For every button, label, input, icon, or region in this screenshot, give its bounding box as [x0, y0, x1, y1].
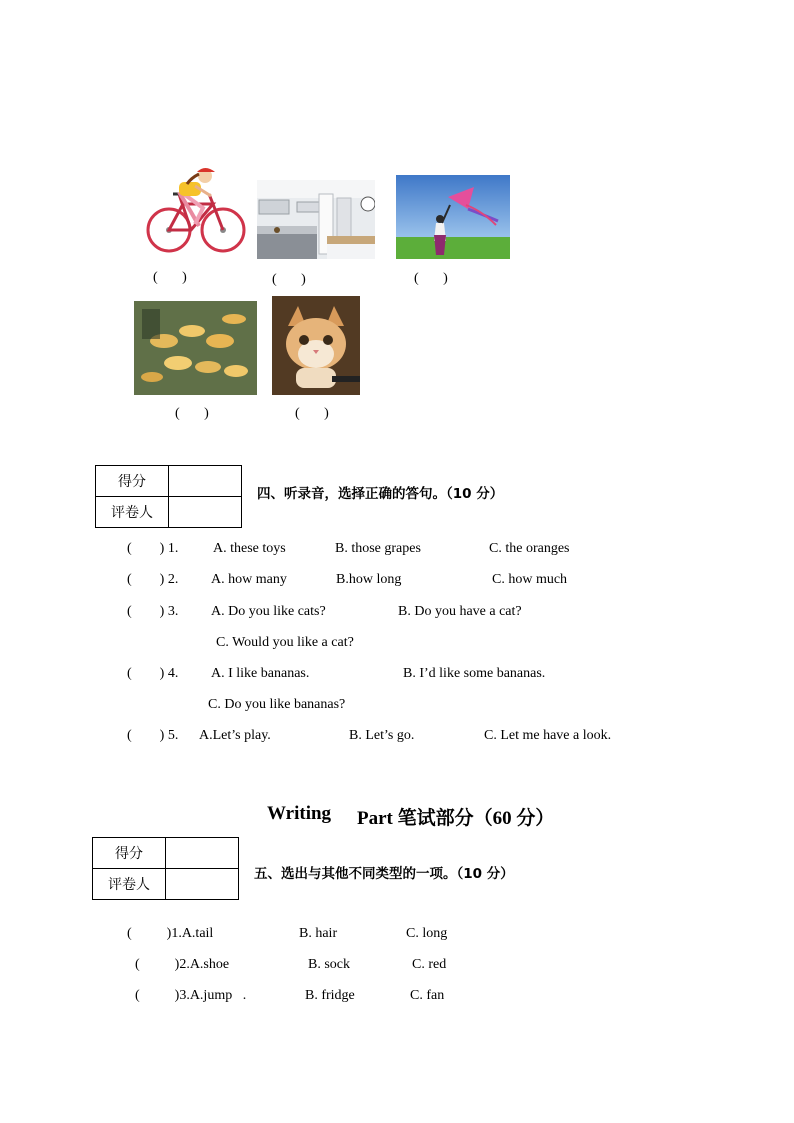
- section5-score-table: [92, 837, 239, 900]
- s5-q2-option-b: B. sock: [308, 957, 350, 972]
- kite-answer-blank[interactable]: ( ): [414, 271, 448, 286]
- grader-label: 评卷人: [96, 497, 169, 528]
- grader-label: 评卷人: [93, 869, 166, 900]
- s4-q3-option-b: B. Do you have a cat?: [398, 604, 522, 619]
- goldfish-answer-blank[interactable]: ( ): [175, 406, 209, 421]
- writing-title-word: Writing: [267, 803, 332, 824]
- score-field[interactable]: [166, 838, 239, 869]
- s4-q5-option-a: A.Let’s play.: [199, 728, 271, 743]
- s4-q3-option-c: C. Would you like a cat?: [216, 635, 354, 650]
- s5-q1-option-b: B. hair: [299, 926, 338, 941]
- s5-q3-option-c: C. fan: [410, 988, 445, 1003]
- s5-q2-option-c: C. red: [412, 957, 447, 972]
- s4-q1-option-c: C. the oranges: [489, 541, 570, 556]
- s4-q3-number[interactable]: ( ) 3.: [127, 604, 179, 619]
- cyclist-picture: [143, 162, 247, 258]
- s4-q4-number[interactable]: ( ) 4.: [127, 666, 179, 681]
- section5-heading: 五、选出与其他不同类型的一项。（10 分）: [254, 866, 514, 882]
- grader-field[interactable]: [169, 497, 242, 528]
- kitchen-picture: [257, 180, 375, 259]
- s4-q5-number[interactable]: ( ) 5.: [127, 728, 179, 743]
- s4-q4-option-c: C. Do you like bananas?: [208, 697, 346, 712]
- s4-q2-option-a: A. how many: [211, 572, 287, 587]
- s4-q2-option-c: C. how much: [492, 572, 568, 587]
- s4-q1-number[interactable]: ( ) 1.: [127, 541, 179, 556]
- kite-picture: [396, 175, 510, 259]
- s5-q1-number[interactable]: ( )1.A.tail: [127, 926, 214, 941]
- s4-q5-option-c: C. Let me have a look.: [484, 728, 612, 743]
- score-label: 得分: [93, 838, 166, 869]
- score-field[interactable]: [169, 466, 242, 497]
- s4-q1-option-b: B. those grapes: [335, 541, 421, 556]
- cyclist-answer-blank[interactable]: ( ): [153, 270, 187, 285]
- s4-q2-number[interactable]: ( ) 2.: [127, 572, 179, 587]
- kitchen-answer-blank[interactable]: ( ): [272, 272, 306, 287]
- s5-q2-number[interactable]: ( )2.A.shoe: [135, 957, 230, 972]
- s5-q1-option-c: C. long: [406, 926, 448, 941]
- s4-q5-option-b: B. Let’s go.: [349, 728, 415, 743]
- s5-q3-number[interactable]: ( )3.A.jump .: [135, 988, 247, 1003]
- kitten-picture: [272, 296, 360, 395]
- s5-q3-option-b: B. fridge: [305, 988, 355, 1003]
- s4-q4-option-a: A. I like bananas.: [211, 666, 310, 681]
- section4-score-table: [95, 465, 242, 528]
- writing-title-part: Part 笔试部分（60 分）: [357, 808, 555, 829]
- kitten-answer-blank[interactable]: ( ): [295, 406, 329, 421]
- s4-q3-option-a: A. Do you like cats?: [211, 604, 326, 619]
- score-label: 得分: [96, 466, 169, 497]
- goldfish-picture: [134, 301, 257, 395]
- s4-q2-option-b: B.how long: [336, 572, 402, 587]
- grader-field[interactable]: [166, 869, 239, 900]
- section4-heading: 四、听录音，选择正确的答句。（10 分）: [257, 486, 504, 502]
- s4-q4-option-b: B. I’d like some bananas.: [403, 666, 546, 681]
- s4-q1-option-a: A. these toys: [213, 541, 286, 556]
